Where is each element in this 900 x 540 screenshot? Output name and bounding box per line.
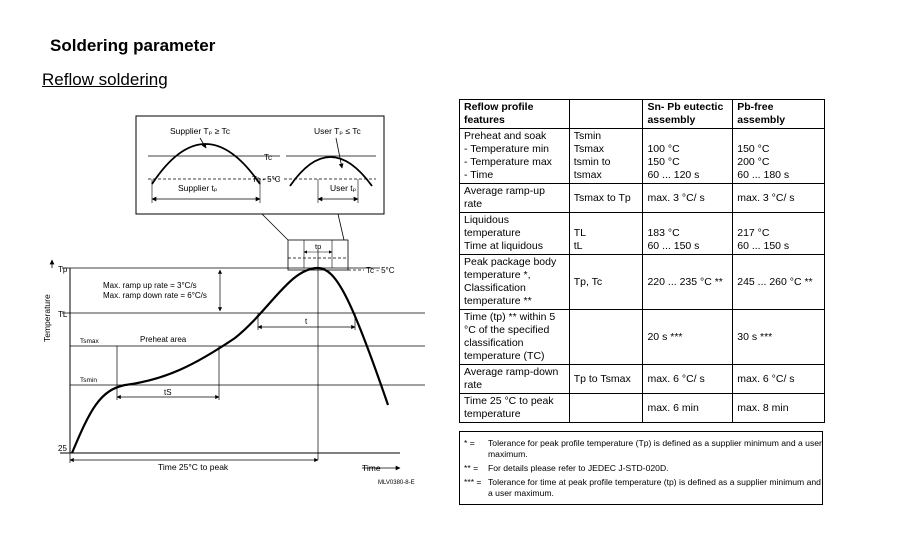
reflow-spec-table bbox=[459, 99, 825, 423]
liquidous-feature: Time at liquidous bbox=[464, 240, 543, 252]
liquidous-pbfree: 217 °C bbox=[737, 227, 770, 239]
liquidous-snpb: 60 ... 150 s bbox=[647, 240, 700, 252]
section-subtitle: Reflow soldering bbox=[42, 70, 168, 89]
table-row bbox=[460, 394, 825, 423]
ramp-up-pbfree: max. 3 °C/ s bbox=[733, 184, 825, 213]
ramp-down-pbfree: max. 6 °C/ s bbox=[733, 365, 825, 394]
footnote-text: For details please refer to JEDEC J-STD-020D. bbox=[488, 463, 669, 473]
inset-right-label: User Tₚ ≤ Tc bbox=[314, 126, 361, 136]
ts-label: tS bbox=[164, 388, 172, 397]
preheat-snpb: 150 °C bbox=[647, 156, 680, 168]
inset-tc-label: Tc bbox=[264, 153, 272, 162]
table-row bbox=[460, 213, 825, 255]
time-axis-label: Time bbox=[362, 463, 381, 473]
ramp-down-snpb: max. 6 °C/ s bbox=[643, 365, 733, 394]
ramp-up-label: Max. ramp up rate = 3°C/s bbox=[103, 281, 197, 290]
preheat-feature: - Time bbox=[464, 169, 494, 181]
inset-left-label: Supplier Tₚ ≥ Tc bbox=[170, 126, 230, 136]
tick-tl: TL bbox=[58, 310, 68, 319]
y-axis-label: Temperature bbox=[42, 294, 52, 342]
footnote-text: Tolerance for peak profile temperature (Tp) is defined as a supplier minimum and a user maximum. bbox=[488, 438, 822, 459]
ramp-down-symbol: Tp to Tsmax bbox=[569, 365, 643, 394]
time-within-snpb: 20 s *** bbox=[643, 310, 733, 365]
figure-code: MLV0380-8-E bbox=[378, 480, 415, 486]
time25-symbol bbox=[569, 394, 643, 423]
liquidous-snpb: 183 °C bbox=[647, 227, 680, 239]
time25-snpb: max. 6 min bbox=[643, 394, 733, 423]
liquidous-symbol: tL bbox=[573, 240, 583, 252]
table-row bbox=[460, 255, 825, 310]
table-header-row bbox=[460, 100, 825, 129]
inset-tc5-label: Tc - 5°C bbox=[252, 175, 281, 184]
tc5-label: Tc - 5°C bbox=[366, 266, 395, 275]
t-label: t bbox=[305, 317, 308, 326]
table-row bbox=[460, 365, 825, 394]
time25-feature: Time 25 °C to peak temperature bbox=[460, 394, 570, 423]
peak-symbol: Tp, Tc bbox=[569, 255, 643, 310]
footnote-text: Tolerance for time at peak profile temperature (tp) is defined as a supplier minimum and a user maximum. bbox=[488, 477, 821, 498]
preheat-pbfree: 200 °C bbox=[737, 156, 770, 168]
table-row bbox=[460, 310, 825, 365]
time25-label: Time 25°C to peak bbox=[158, 462, 229, 472]
ramp-down-feature: Average ramp-down rate bbox=[460, 365, 570, 394]
header-snpb: Sn- Pb eutectic assembly bbox=[643, 100, 733, 129]
page-title: Soldering parameter bbox=[50, 36, 216, 55]
preheat-label: Preheat area bbox=[140, 335, 187, 344]
liquidous-feature: Liquidous temperature bbox=[464, 214, 521, 239]
preheat-feature: - Temperature max bbox=[464, 156, 552, 168]
footnote-key: * = bbox=[464, 438, 475, 448]
preheat-symbol: Tsmax bbox=[573, 143, 605, 155]
liquidous-pbfree: 60 ... 150 s bbox=[737, 240, 790, 252]
peak-snpb: 220 ... 235 °C ** bbox=[643, 255, 733, 310]
preheat-pbfree: 60 ... 180 s bbox=[737, 169, 790, 181]
header-features: Reflow profile features bbox=[460, 100, 570, 129]
table-row bbox=[460, 129, 825, 184]
preheat-symbol: tsmin to tsmax bbox=[573, 156, 611, 181]
inset-left-bottom-label: Supplier tₚ bbox=[178, 183, 218, 193]
time-within-pbfree: 30 s *** bbox=[733, 310, 825, 365]
ramp-up-snpb: max. 3 °C/ s bbox=[643, 184, 733, 213]
inset-right-curve bbox=[290, 157, 372, 186]
time25-pbfree: max. 8 min bbox=[733, 394, 825, 423]
tick-tsmax: Tsmax bbox=[80, 338, 99, 345]
footnote-key: ** = bbox=[464, 463, 479, 473]
footnote bbox=[464, 438, 822, 460]
table-row bbox=[460, 184, 825, 213]
footnote bbox=[464, 477, 822, 499]
tick-tsmin: Tsmin bbox=[80, 377, 97, 384]
preheat-pbfree: 150 °C bbox=[737, 143, 770, 155]
inset-right-bottom-label: User tₚ bbox=[330, 183, 357, 193]
footnote-key: *** = bbox=[464, 477, 482, 487]
preheat-snpb: 60 ... 120 s bbox=[647, 169, 700, 181]
tick-tp: Tp bbox=[58, 265, 68, 274]
preheat-feature: - Temperature min bbox=[464, 143, 550, 155]
time-within-symbol bbox=[569, 310, 643, 365]
preheat-title: Preheat and soak bbox=[464, 130, 547, 142]
header-pbfree: Pb-free assembly bbox=[733, 100, 825, 129]
liquidous-symbol: TL bbox=[573, 227, 586, 239]
tp-label: tp bbox=[315, 242, 322, 251]
inset-left-curve bbox=[152, 144, 260, 184]
tick-25: 25 bbox=[58, 444, 67, 453]
footnote bbox=[464, 463, 822, 474]
time-within-feature: Time (tp) ** within 5 °C of the specified classification temperature (TC) bbox=[460, 310, 570, 365]
peak-pbfree: 245 ... 260 °C ** bbox=[733, 255, 825, 310]
ramp-up-feature: Average ramp-up rate bbox=[460, 184, 570, 213]
header-symbol bbox=[569, 100, 643, 129]
peak-feature: Peak package body temperature *, Classification temperature ** bbox=[460, 255, 570, 310]
footnotes-box bbox=[459, 431, 823, 505]
preheat-snpb: 100 °C bbox=[647, 143, 680, 155]
preheat-symbol: Tsmin bbox=[573, 130, 602, 142]
ramp-down-label: Max. ramp down rate = 6°C/s bbox=[103, 291, 207, 300]
ramp-up-symbol: Tsmax to Tp bbox=[569, 184, 643, 213]
